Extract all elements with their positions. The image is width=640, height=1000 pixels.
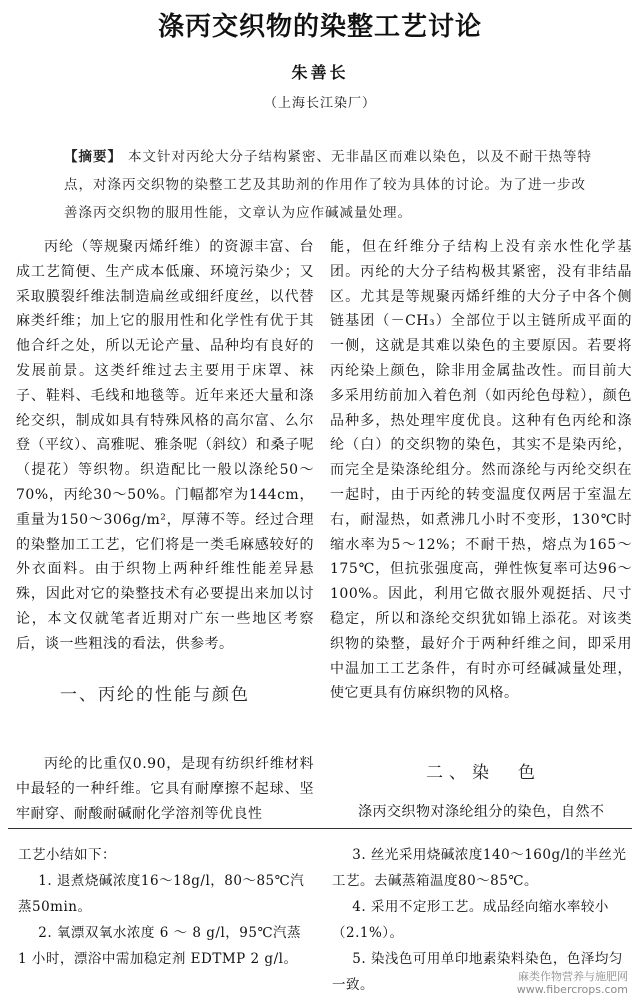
right-paragraph: 能，但在纤维分子结构上没有亲水性化学基团。丙纶的大分子结构极其紧密，没有非结晶区。尤其是等规聚丙烯纤维的大分子中各个侧链基团（－CH₃）全部位于以主链所成平面的一侧，这就是其难以染色的主要原因。若要将丙纶染上颜色，除非用金属盐改性。而目前大多采用纺前加入着色剂（如丙纶色母粒），颜色品种多，热处理牢度优良。这种有色丙纶和涤纶（白）的交织物的染色，其实不是染丙纶，而完全是染涤纶组分。然而涤纶与丙纶交织在一起时，由于丙纶的转变温度仅两居于室温左右，耐湿热，如煮沸几小时不变形，130℃时缩水率为5～12%；不耐干热，熔点为165～175℃，但抗张强度高，弹性恢复率可达96～100%。因此，利用它做衣服外观挺括、尺寸稳定，所以和涤纶交织犹如锦上添花。对该类织物的染整，最好介于两种纤维之间，即采用中温加工工艺条件，有时亦可经碱减量处理，使它更具有仿麻织物的风格。 xyxy=(330,239,632,702)
section2-paragraph: 涤丙交织物对涤纶组分的染色，自然不 xyxy=(358,804,605,820)
process-step: 5. 染浅色可用单印地素染料染色，色泽均匀一致。 xyxy=(332,951,623,993)
section-heading-dyeing: 二、染 色 xyxy=(426,763,541,783)
process-step: 4. 采用不定形工艺。成品经向缩水率较小（2.1%）。 xyxy=(332,899,609,941)
intro-column xyxy=(16,235,314,657)
section-heading-properties: 一、丙纶的性能与颜色 xyxy=(60,685,250,705)
process-summary-left xyxy=(18,842,310,972)
process-step: 2. 氧漂双氧水浓度 6 ～ 8 g/l，95℃汽蒸 1 小时，漂浴中需加稳定剂 EDTMP 2 g/l。 xyxy=(18,925,302,967)
abstract xyxy=(64,143,599,227)
watermark-site-name: 麻类作物营养与施肥网 xyxy=(518,970,628,983)
watermark xyxy=(517,970,628,996)
section2-column xyxy=(330,800,632,825)
abstract-label: 【摘要】 xyxy=(64,149,122,165)
intro-paragraph: 丙纶（等规聚丙烯纤维）的资源丰富、台成工艺简便、生产成本低廉、环境污染少；又采取膜裂纤维法制造扁丝或细纤度丝，以代替麻类纤维；加上它的服用性和化学性有优于其他合纤之处，所以无论产量、品种均有良好的发展前景。这类纤维过去主要用于床罩、袜子、鞋料、毛线和地毯等。近年来还大量和涤纶交织，制成如具有特殊风格的高尔富、么尔登（平纹）、高雅呢、雅条呢（斜纹）和桑子呢（提花）等织物。织造配比一般以涤纶50～70%，丙纶30～50%。门幅都窄为144cm，重量为150～306g/m²，厚薄不等。经过合理的染整加工工艺，它们将是一类毛麻感较好的外衣面料。由于织物上两种纤维性能差异悬殊，因此对它的染整技术有必要提出来加以讨论，本文仅就笔者近期对广东一些地区考察后，谈一些粗浅的看法，供参考。 xyxy=(16,239,314,652)
article-title: 涤丙交织物的染整工艺讨论 xyxy=(157,12,482,42)
abstract-text: 本文针对丙纶大分子结构紧密、无非晶区而难以染色，以及不耐干热等特点，对涤丙交织物的染整工艺及其助剂的作用作了较为具体的讨论。为了进一步改善涤丙交织物的服用性能，文章认为应作碱减量处理。 xyxy=(64,149,592,221)
right-column xyxy=(330,235,632,706)
process-step: 3. 丝光采用烧碱浓度140～160g/l的半丝光工艺。去碱蒸箱温度80～85℃。 xyxy=(332,847,627,889)
section1-paragraph: 丙纶的比重仅0.90，是现有纺织纤维材料中最轻的一种纤维。它具有耐摩擦不起球、坚牢耐穿、耐酸耐碱耐化学溶剂等优良性 xyxy=(16,756,314,822)
author-name: 朱善长 xyxy=(291,63,349,82)
process-intro: 工艺小结如下： xyxy=(18,847,116,863)
section1-column xyxy=(16,752,314,826)
page-divider xyxy=(8,828,632,829)
watermark-url: www.fibercrops.com xyxy=(516,983,628,996)
process-step: 1. 退煮烧碱浓度16～18g/l，80～85℃汽蒸50min。 xyxy=(18,873,305,915)
author-affiliation: （上海长江染厂） xyxy=(263,96,376,111)
